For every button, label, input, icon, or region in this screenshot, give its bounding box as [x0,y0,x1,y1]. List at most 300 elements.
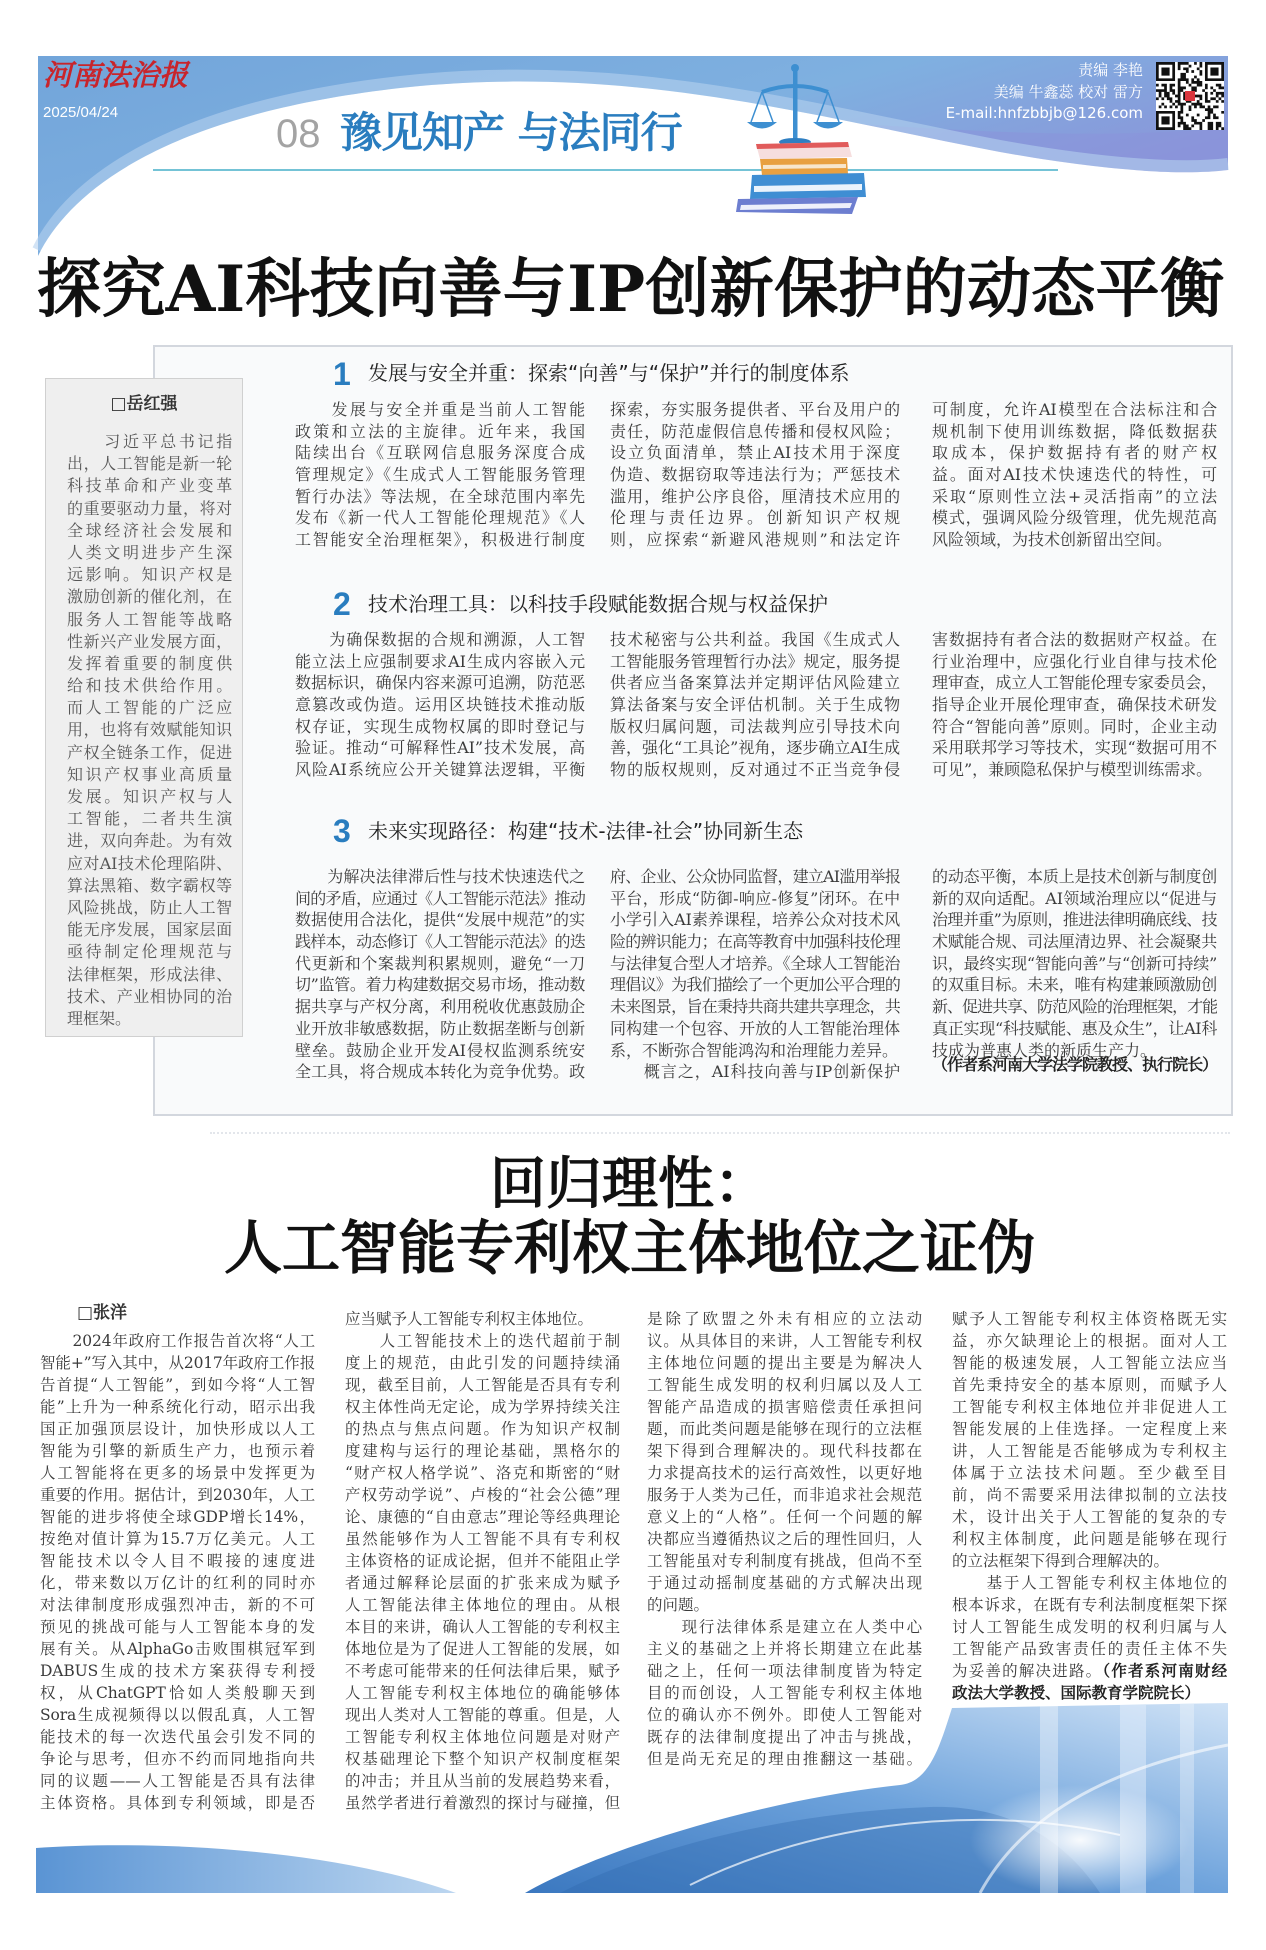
text-line [345,1374,620,1396]
text-line [610,909,900,931]
text-line [40,1594,315,1616]
text-line [40,1572,315,1594]
text-line [40,1396,315,1418]
text-line [295,1061,585,1083]
article-1-title: 探究AI科技向善与IP创新保护的动态平衡 [37,252,1224,327]
text-line-content: 益。面对AI技术快速迭代的特性，可 [932,465,1217,485]
text-line [952,1572,1227,1594]
text-line [952,1396,1227,1418]
text-line [345,1484,620,1506]
text-line [345,1308,620,1330]
section-1-column-3 [932,399,1217,551]
text-line [67,586,232,608]
text-line [295,507,585,529]
text-line-content: 能技术的每一次迭代虽会引发不同的 [40,1728,315,1746]
text-line [610,737,900,759]
text-line [67,453,232,475]
text-line [345,1330,620,1352]
text-line [932,759,1217,781]
text-line-content: 对法律制度形成强烈冲击，新的不可 [40,1596,315,1614]
text-line [610,464,900,486]
text-line-content: 平台，形成“防御-响应-修复”闭环。在中 [610,888,900,908]
text-line-content: 题，而此类问题是能够在现行的立法框 [647,1420,922,1438]
text-line [295,399,585,421]
text-line [295,694,585,716]
text-line-content: 现出人类对人工智能的尊重。但是，人 [345,1706,620,1724]
text-line-content: 验证。推动“可解释性AI”技术发展，高 [295,738,585,758]
text-line-content: 风险挑战，防止人工智 [67,897,232,917]
text-line-content: 产权全链条工作，促进 [67,742,232,762]
text-line [647,1572,922,1594]
section-3-number: 3 [333,813,351,849]
text-line [40,1550,315,1572]
text-line [67,542,232,564]
text-line [647,1440,922,1462]
text-line [932,909,1217,931]
text-line [610,486,900,508]
text-line [932,953,1217,975]
blue-wave-left [36,1845,456,1893]
text-line-content: 进，双向奔赴。为有效 [67,831,232,851]
text-line-content: 础之上，任何一项法律制度皆为特定 [647,1662,922,1680]
text-line-content: 智能产品造成的损害赔偿责任承担问 [647,1398,922,1416]
text-line [295,866,585,888]
text-line-content: 者通过解释论层面的扩张来成为赋予 [345,1574,620,1592]
text-line [295,1040,585,1062]
text-line-content: 能立法上应强制要求AI生成内容嵌入元 [295,651,585,671]
text-line [610,694,900,716]
text-line [295,486,585,508]
text-line-content: “财产权人格学说”、洛克和斯密的“财 [345,1464,620,1482]
text-line [295,651,585,673]
text-line [345,1594,620,1616]
text-line [345,1462,620,1484]
text-line [610,759,900,781]
text-line-content: 现，截至目前，人工智能是否具有专利 [345,1376,620,1394]
text-line [345,1396,620,1418]
text-line-content: 切”监管。着力构建数据交易市场，推动数 [295,975,585,995]
text-line [610,651,900,673]
article-2-title-line-2: 人工智能专利权主体地位之证伪 [223,1214,1036,1282]
text-line-content: 智能为引擎的新质生产力，也预示着 [40,1442,315,1460]
text-line [932,737,1217,759]
newspaper-logo: 河南法治报 [43,58,189,92]
bottom-illustration [0,1690,1266,1900]
text-line [295,909,585,931]
text-line [295,421,585,443]
ai-graphic-light-bar [1180,1704,1194,1893]
text-line [40,1484,315,1506]
text-line [952,1418,1227,1440]
text-line [67,897,232,919]
text-line-content: 人工智能专利权主体地位的确能够体 [345,1684,620,1702]
text-line-content: 论、康德的“自由意志”理论等经典理论 [345,1508,620,1526]
text-line [952,1550,1227,1572]
text-line [67,808,232,830]
text-line [952,1484,1227,1506]
text-line-content: 数据使用合法化，提供“发展中规范”的实 [295,910,585,930]
text-line-content: 位的确认亦不例外。即使人工智能对 [647,1706,922,1724]
text-line-content: 取成本，保护数据持有者的财产权 [932,443,1217,463]
text-line-content: 人工智能法律主体地位的理由。从根 [345,1596,620,1614]
text-line-content: 权存证，实现生成物权属的即时登记与 [295,716,585,736]
text-line [932,464,1217,486]
text-line [610,672,900,694]
text-line-content: 赋予人工智能专利权主体资格既无实 [952,1310,1227,1328]
text-line [67,1008,232,1030]
text-line-content: 主体地位问题的提出主要是为解决人 [647,1354,922,1372]
text-line [610,716,900,738]
text-line [67,742,232,764]
text-line-content: 人工智能技术上的迭代超前于制 [345,1332,620,1350]
text-line [345,1418,620,1440]
text-line [610,629,900,651]
text-line [932,1018,1217,1040]
text-line-content: 暂行办法》等法规，在全球范围内率先 [295,486,585,506]
text-line [67,631,232,653]
text-line [295,759,585,781]
text-line-content: 据共享与产权分离，利用税收优惠鼓励企 [295,997,585,1017]
text-line [40,1374,315,1396]
text-line [647,1506,922,1528]
text-line [345,1660,620,1682]
text-line-content: 数据标识，确保内容来源可追溯，防范恶 [295,673,585,693]
text-line [610,529,900,551]
text-line [295,931,585,953]
text-line-content: 治理并重”为原则，推进法律明确底线、技 [932,910,1217,930]
text-line-content: 的动态平衡，本质上是技术创新与制度创 [932,867,1217,886]
text-line-content: 与法律复合型人才培养。《全球人工智能治 [610,953,900,973]
text-line-content: 采取“原则性立法+灵活指南”的立法 [932,486,1217,506]
commentary-sidebar [45,378,243,1037]
text-line-content: 远影响。知识产权是 [67,565,232,585]
text-line [610,442,900,464]
text-line [647,1528,922,1550]
text-line-content: 意义上的“人格”。任何一个问题的解 [647,1508,922,1526]
text-line-content: 代更新和个案裁判积累规则，避免“一刀 [295,953,585,973]
text-line-content: 展有关。从AlphaGo击败围棋冠军到 [40,1640,315,1658]
text-line-content: 智能的进步将使全球GDP增长14%， [40,1508,315,1526]
text-line [932,888,1217,910]
text-line [952,1638,1227,1660]
text-line [67,719,232,741]
text-line-content: 体地位是为了促进人工智能的发展，如 [345,1640,620,1658]
text-line-content: 工智能服务管理暂行办法》规定，服务提 [610,651,900,671]
sidebar-text [67,431,232,1030]
text-line-content: 工智能生成发明的权利归属以及人工 [647,1376,922,1394]
text-line [67,475,232,497]
article-2-author: □张洋 [77,1303,128,1323]
text-line [932,442,1217,464]
text-line-content: 算法黑箱、数字霸权等 [67,875,232,895]
text-line [295,672,585,694]
text-line-content: 发展。知识产权与人 [67,787,232,806]
text-line-content: 全工具，将合规成本转化为竞争优势。政 [295,1062,585,1082]
text-line [295,888,585,910]
text-line [610,1040,900,1062]
text-line [67,431,232,453]
text-line [295,737,585,759]
closing-line [952,1660,1227,1682]
text-line-content: 度建构与运行的理论基础，黑格尔的 [345,1442,620,1460]
text-line [610,974,900,996]
text-line-content: 善，强化“工具论”视角，逐步确立AI生成 [610,738,900,758]
article-2-column-4 [952,1308,1227,1704]
designer-proofreader-credit: 美编 牛鑫蕊 校对 雷方 [993,82,1143,101]
text-line-content: 工智能虽对专利制度有挑战，但尚不至 [647,1552,922,1570]
text-line-content: 而人工智能的广泛应 [67,698,232,718]
text-line [932,931,1217,953]
text-line-content: 亟待制定伦理规范与 [67,942,232,962]
text-line-content: 的冲击；并且从当前的发展趋势来看， [345,1772,620,1790]
section-1-number: 1 [333,356,351,392]
text-line-content: 给和技术供给作用。 [67,676,232,696]
text-line [647,1616,922,1638]
text-line-content: 智能发展的上佳选择。一定程度上来 [952,1420,1227,1438]
text-line-content: 险的辨识能力；在高等教育中加强科技伦理 [610,932,900,952]
section-2-column-2 [610,629,900,781]
text-line-content: 间的矛盾，应通过《人工智能示范法》推动 [295,888,585,908]
text-line [932,421,1217,443]
text-line [67,564,232,586]
text-line-content: 度上的规范，由此引发的问题持续涌 [345,1354,620,1372]
text-line [647,1550,922,1572]
text-line [610,931,900,953]
section-2-column-1 [295,629,585,781]
text-line [67,941,232,963]
text-line-content: 设立负面清单，禁止AI技术用于深度 [610,443,900,463]
text-line [932,486,1217,508]
text-line [67,653,232,675]
section-2-heading: 技术治理工具：以科技手段赋能数据合规与权益保护 [368,592,828,616]
text-line-content: 践样本，动态修订《人工智能示范法》的迭 [295,932,585,952]
text-line-content: 按绝对值计算为15.7万亿美元。人工 [40,1530,315,1548]
text-line [40,1352,315,1374]
text-line-content: 法律框架，形成法律、 [67,964,232,984]
text-line-content: 供者应当备案算法并定期评估风险建立 [610,673,900,693]
sidebar-author: □岳红强 [110,394,178,414]
text-line-content: 的热点与焦点问题。作为知识产权制 [345,1420,620,1438]
text-line-content: 虽然能够作为人工智能不具有专利权 [345,1530,620,1548]
text-line [610,1061,900,1083]
text-line [67,764,232,786]
text-line [647,1374,922,1396]
text-line-content: 首先秉持安全的基本原则，而赋予人 [952,1376,1227,1394]
text-line-content: 的重要驱动力量，将对 [67,498,232,518]
text-line-content: 意篡改或伪造。运用区块链技术推动版 [295,695,585,715]
text-line-content: 智能+”写入其中，从2017年政府工作报 [40,1354,315,1372]
text-line [295,464,585,486]
text-line-content: 责任，防范虚假信息传播和侵权风险； [610,421,900,441]
text-line-content: 可制度，允许AI模型在合法标注和合 [932,400,1217,419]
text-line-content: 伪造、数据窃取等违法行为；严惩技术 [610,465,900,485]
text-line-content: 性新兴产业发展方面， [67,631,232,651]
author-note-part-2: 政法大学教授、国际教育学院院长） [952,1684,1201,1702]
text-line [647,1594,922,1616]
text-line-content: 伦理与责任边界。创新知识产权规 [610,508,900,528]
text-line-content: 能”上升为一种系统化行动，昭示出我 [40,1398,315,1416]
section-1-heading: 发展与安全并重：探索“向善”与“保护”并行的制度体系 [368,361,850,385]
text-line [67,609,232,631]
text-line-content: 风险领域，为技术创新留出空间。 [932,530,1173,550]
text-line-content: 工智能，二者共生演 [67,809,232,829]
text-line-content: 技术秘密与公共利益。我国《生成式人 [610,630,900,649]
section-1-column-1 [295,399,585,551]
text-line-content: 滥用，维护公序良俗，厘清技术应用的 [610,486,900,506]
text-line-content: 陆续出台《互联网信息服务深度合成 [295,443,585,463]
text-line [40,1330,315,1352]
text-line-content: 主体资格的证成论据，但并不能阻止学 [345,1552,620,1570]
text-line-content: 模式，强调风险分级管理，优先规范高 [932,508,1217,528]
text-line-content: 风险AI系统应公开关键算法逻辑，平衡 [295,760,585,780]
text-line [647,1418,922,1440]
text-line [40,1638,315,1660]
author-note-text: （作者系河南大学法学院教授、执行院长） [932,1055,1217,1074]
text-line-content: 的立法框架下得到合理解决的。 [952,1552,1170,1570]
text-line [345,1572,620,1594]
author-note-line [932,1054,1217,1076]
text-line [932,672,1217,694]
text-line [345,1352,620,1374]
text-line-content: 人类文明进步产生深 [67,542,232,562]
text-line-content: 应当赋予人工智能专利权主体地位。 [345,1310,594,1328]
text-line-content: 权基础理论下整个知识产权制度框架 [345,1750,620,1768]
text-line-content: 科技革命和产业变革 [67,476,232,496]
section-2-number: 2 [333,586,351,622]
text-line [345,1550,620,1572]
editorial-credits [946,60,1143,125]
text-line [67,853,232,875]
text-line [932,866,1217,888]
closing-text: 为妥善的解决进路。 [952,1662,1103,1680]
section-title: 豫见知产 与法同行 [340,108,682,157]
text-line [40,1440,315,1462]
text-line [932,694,1217,716]
text-line-content: 权，从ChatGPT恰如人类般聊天到 [40,1684,315,1702]
text-line [647,1660,922,1682]
text-line-content: 重要的作用。据估计，到2030年，人工 [40,1486,315,1504]
text-line-content: 的双重目标。未来，唯有构建兼顾激励创 [932,975,1217,995]
text-line-content: 化，带来数以万亿计的红利的同时亦 [40,1574,315,1592]
text-line-content: 于通过动摇制度基础的方式解决出现 [647,1574,922,1592]
text-line [952,1308,1227,1330]
text-line-content: 智能技术以令人目不暇接的速度进 [40,1552,315,1570]
text-line-content: 系，不断弥合智能鸿沟和治理能力差异。 [610,1040,899,1060]
text-line-content: 2024年政府工作报告首次将“人工 [40,1332,315,1350]
text-line-content: 未来图景，旨在秉持共商共建共享理念，共 [610,997,900,1017]
text-line [647,1462,922,1484]
text-line-content: 主体资格。具体到专利领域，即是否 [40,1794,315,1812]
text-line [952,1374,1227,1396]
text-line-content: 新、促进共享、防范风险的治理框架，才能 [932,997,1217,1017]
text-line [40,1660,315,1682]
text-line [610,866,900,888]
text-line-content: 技成为普惠人类的新质生产力。 [932,1040,1157,1060]
issue-date: 2025/04/24 [43,104,119,121]
text-line [67,830,232,852]
text-line-content: 不考虑可能带来的任何法律后果，赋予 [345,1662,620,1680]
text-line [647,1638,922,1660]
text-line-content: DABUS生成的技术方案获得专利授 [40,1662,315,1680]
text-line-content: 真正实现“科技赋能、惠及众生”，让AI科 [932,1018,1217,1038]
text-line-content: 国正加强顶层设计，加快形成以人工 [40,1420,315,1438]
text-line [647,1396,922,1418]
text-line-content: 益，亦欠缺理论上的根据。面对人工 [952,1332,1227,1350]
section-1-column-2 [610,399,900,551]
text-line [647,1352,922,1374]
text-line [932,507,1217,529]
text-line [67,964,232,986]
text-line [295,953,585,975]
text-line-content: 害数据持有者合法的数据财产权益。在 [932,630,1217,649]
section-2-column-3 [932,629,1217,781]
text-line [932,629,1217,651]
text-line-content: 则，应探索“新避风港规则”和法定许 [610,530,900,550]
text-line [952,1462,1227,1484]
text-line [295,974,585,996]
article-1-author-note [932,1054,1217,1076]
text-line [932,399,1217,421]
text-line-content: 基于人工智能专利权主体地位的 [952,1574,1227,1592]
text-line-content: 应对AI技术伦理陷阱、 [67,853,232,873]
text-line-content: 智能的极速发展，人工智能立法应当 [952,1354,1227,1372]
text-line [952,1352,1227,1374]
text-line [67,520,232,542]
text-line [295,1018,585,1040]
text-line [932,716,1217,738]
text-line [67,697,232,719]
text-line-content: 物的版权规则，反对通过不正当竞争侵 [610,760,900,780]
text-line-content: 用，也将有效赋能知识 [67,720,232,740]
text-line-content: 为解决法律滞后性与技术快速迭代之 [295,867,585,886]
text-line [67,675,232,697]
text-line-content: 理审查，成立人工智能伦理专家委员会， [932,673,1217,693]
text-line [932,651,1217,673]
text-line-content: 体属于立法技术问题。至少截至目 [952,1464,1227,1482]
text-line-content: 目的而创设，人工智能专利权主体地 [647,1684,922,1702]
text-line-content: 告首提“人工智能”，到如今将“人工智 [40,1376,315,1394]
text-line-content: 服务人工智能等战略 [67,609,232,629]
text-line [67,986,232,1008]
text-line-content: 争论与思考，但亦不约而同地指向共 [40,1750,315,1768]
text-line [952,1506,1227,1528]
text-line [40,1462,315,1484]
text-line-content: 能无序发展，国家层面 [67,920,232,940]
text-line [67,875,232,897]
text-line-content: 版权归属问题，司法裁判应引导技术向 [610,716,900,736]
text-line [40,1506,315,1528]
text-line-content: 虽然学者进行着激烈的探讨与碰撞，但 [345,1794,620,1812]
text-line-content: 采用联邦学习等技术，实现“数据可用不 [932,738,1217,758]
text-line [295,442,585,464]
text-line-content: 的问题。 [647,1596,710,1614]
text-line-content: 知识产权事业高质量 [67,764,232,784]
text-line [932,974,1217,996]
page-number: 08 [276,112,321,156]
text-line [932,996,1217,1018]
text-line [345,1440,620,1462]
text-line [610,888,900,910]
text-line-content: 习近平总书记指 [67,432,232,451]
text-line-content: 议。从具体目的来讲，人工智能专利权 [647,1332,922,1350]
text-line-content: 发展与安全并重是当前人工智能 [295,400,585,419]
text-line [345,1506,620,1528]
qr-code-logo [1185,91,1195,101]
text-line-content: 为确保数据的合规和溯源，人工智 [295,630,585,649]
text-line [40,1418,315,1440]
text-line-content: 同的议题——人工智能是否具有法律 [40,1772,315,1790]
text-line [610,996,900,1018]
